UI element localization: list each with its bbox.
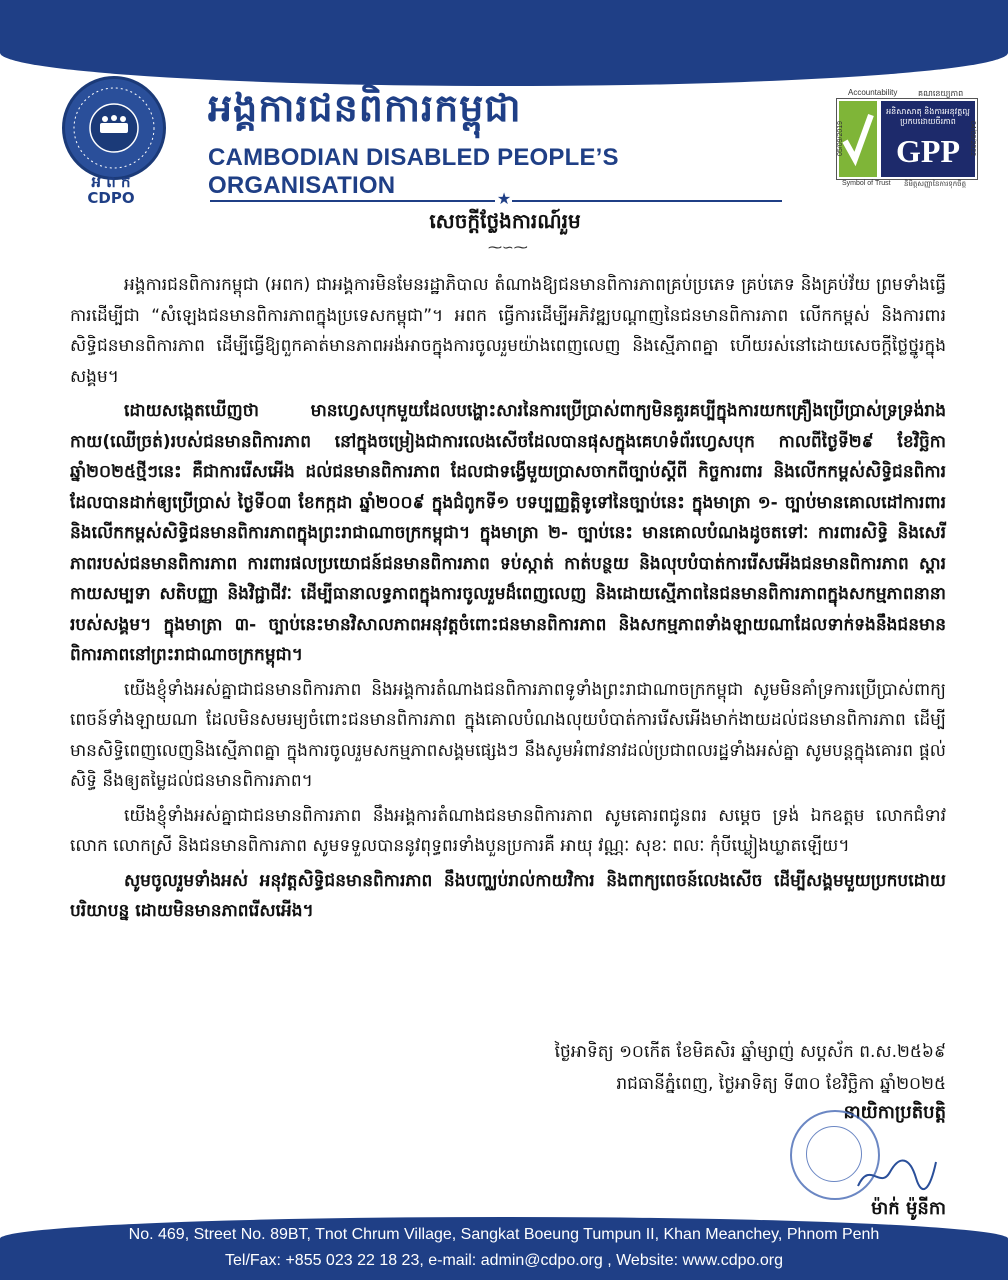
gpp-box xyxy=(836,98,978,180)
date-lunar: ថ្ងៃអាទិត្យ ១០កើត ខែមិគសិរ ឆ្នាំម្សាញ់ សប្តស័ក ព.ស.២៥៦៩ xyxy=(554,1042,946,1062)
gpp-check-panel xyxy=(839,101,877,177)
header-divider-left xyxy=(210,200,495,202)
logo-letters-en: CDPO xyxy=(87,189,135,207)
statement-body xyxy=(70,270,946,931)
gpp-accountability-kh: គណនេយ្យភាព xyxy=(918,89,964,98)
date-solar: រាជធានីភ្នំពេញ, ថ្ងៃអាទិត្យ ទី៣០ ខែវិច្ឆិកា ឆ្នាំ២០២៥ xyxy=(616,1074,946,1094)
paragraph-intro: អង្គការជនពិការកម្ពុជា (អពក) ជាអង្គការមិនមែនរដ្ឋាភិបាល តំណាងឱ្យជនមានពិការភាពគ្រប់ប្រភេទ គ្រប់ភេទ និងគ្រប់វ័យ ព្រមទាំងធ្វើការដើម្បីជា “សំឡេងជនមានពិការភាពក្នុងប្រទេសកម្ពុជា”។ អពក ធ្វើការដើម្បីអភិវឌ្ឍបណ្តាញនៃជនមានពិការភាព លើកកម្ពស់ និងការពារសិទ្ធិជនមានពិការភាព ដើម្បីធ្វើឱ្យពួកគាត់មានភាពអង់អាចក្នុងការចូលរួមយ៉ាងពេញលេញ និងស្មើភាពគ្នា ហើយរស់នៅដោយសេចក្តីថ្លៃថ្នូរក្នុងសង្គម។ xyxy=(70,275,946,387)
signer-name: ម៉ាក់ ម៉ូនីកា xyxy=(871,1198,946,1219)
paragraph-call-to-action: សូមចូលរួមទាំងអស់ អនុវត្តសិទ្ធិជនមានពិការភាព នឹងបញ្ឈប់រាល់កាយវិការ និងពាក្យពេចន៍លេងសើច ដើម្បីសង្គមមួយប្រកបដោយបរិយាបន្ន ដោយមិនមានភាពរើសអើង។ xyxy=(70,870,946,921)
footer-contact: Tel/Fax: +855 023 22 18 23, e-mail: admin@cdpo.org , Website: www.cdpo.org xyxy=(224,1252,784,1269)
org-name-en: CAMBODIAN DISABLED PEOPLE’S ORGANISATION xyxy=(208,144,619,199)
logo-emblem-icon xyxy=(65,79,163,177)
footer-address: No. 469, Street No. 89BT, Tnot Chrum Village, Sangkat Boeung Tumpun II, Khan Meanchey, Phnom Penh xyxy=(128,1226,880,1243)
handwritten-signature xyxy=(850,1150,940,1200)
logo-letters-kh: អ ព ក xyxy=(91,173,131,191)
org-name-kh: អង្គការជនពិការកម្ពុជា xyxy=(208,86,522,130)
signature-title: នាយិកាប្រតិបត្តិ xyxy=(843,1102,946,1123)
document-title: សេចក្តីថ្លែងការណ៍រួម xyxy=(429,209,581,233)
gpp-top-labels xyxy=(836,88,978,98)
cdpo-logo xyxy=(62,76,166,180)
paragraph-blessing: យើងខ្ញុំទាំងអស់គ្នាជាជនមានពិការភាព នឹងអង្គការតំណាងជនមានពិការភាព សូមគោរពជូនពរ សម្តេច ទ្រង់ ឯកឧត្តម លោកជំទាវ លោក លោកស្រី និងជនមានពិការភាព សូមទទួលបាននូវពុទ្ធពរទាំងបួនប្រការគឺ អាយុ វណ្ណៈ សុខៈ ពលៈ កុំបីឃ្លៀងឃ្លាតឡើយ។ xyxy=(70,805,946,856)
gpp-badge-panel xyxy=(881,101,975,177)
gpp-badge-kh: អនិសាសាតុ និងការអនុវត្តល្អ ប្រកបដោយចីរភាព xyxy=(886,107,970,126)
gpp-symbol-of-trust: Symbol of Trust xyxy=(842,180,891,187)
header-divider-right xyxy=(512,200,782,202)
paragraph-observation: ដោយសង្កេតឃើញថា មានហ្វេសបុកមួយដែលបង្ហោះសារនៃការប្រើប្រាស់ពាក្យមិនគួរគប្បីក្នុងការយកគ្រឿងប្រើប្រាស់ទ្រទ្រង់រាងកាយ(ឈើច្រត់)របស់ជនមានពិការភាព នៅក្នុងចម្រៀងជាការលេងសើចដែលបានផុសក្នុងគេហទំព័រហ្វេសបុក កាលពីថ្ងៃទី២៩ ខែវិច្ឆិកា ឆ្នាំ២០២៥ថ្មីៗនេះ គឺជាការរើសអើង ដល់ជនមានពិការភាព ដែលជាទង្វើមួយប្រាសចាកពីច្បាប់ស្តីពី កិច្ចការពារ និងលើកកម្ពស់សិទ្ធិជនពិការ ដែលបានដាក់ឲ្យប្រើប្រាស់ ថ្ងៃទី០៣ ខែកក្កដា ឆ្នាំ២០០៩ ក្នុងជំពូកទី១ បទប្បញ្ញត្តិទូទៅនៃច្បាប់នេះ ក្នុងមាត្រា ១- ច្បាប់មានគោលដៅការពារ និងលើកកម្ពស់សិទ្ធិជនមានពិការភាពក្នុងព្រះរាជាណាចក្រកម្ពុជា។ ក្នុងមាត្រា ២- ច្បាប់នេះ មានគោលបំណងដូចតទៅៈ ការពារសិទ្ធិ និងសេរីភាពរបស់ជនមានពិការភាព ការពារផលប្រយោជន៍ជនមានពិការភាព ទប់ស្កាត់ កាត់បន្ថយ និងលុបបំបាត់ការរើសអើងជនមានពិការភាព ស្តារកាយសម្បទា សតិបញ្ញា និងវិជ្ជាជីវៈ ដើម្បីធានាលទ្ធភាពក្នុងការចូលរួមដ៏ពេញលេញ និងដោយស្មើភាពនៃជនមានពិការភាពក្នុងសកម្មភាពនានារបស់សង្គម។ ក្នុងមាត្រា ៣- ច្បាប់នេះមានវិសាលភាពអនុវត្តចំពោះជនមានពិការភាព និងសកម្មភាពទាំងឡាយណាដែលទាក់ទងនឹងជនមានពិការភាពនៅព្រះរាជាណាចក្រកម្ពុជា។ xyxy=(70,401,946,665)
gpp-certification-badge xyxy=(836,88,978,192)
gpp-symbol-of-trust-kh: និមិត្តសញ្ញានៃការទុកចិត្ត xyxy=(904,181,967,188)
title-ornament: ⁓∽⁓ xyxy=(488,240,528,256)
gpp-accountability-label: Accountability xyxy=(848,88,898,97)
gpp-badge-label: GPP xyxy=(896,133,960,169)
date-block xyxy=(450,1036,946,1100)
gpp-bottom-labels xyxy=(836,180,978,190)
checkmark-icon xyxy=(839,101,877,177)
gpp-date-right: 04/09/2022 xyxy=(969,120,977,157)
logo-caption xyxy=(58,174,164,206)
star-icon: ★ xyxy=(496,189,512,208)
gpp-date-left: 05/09/2019 xyxy=(837,120,845,157)
header-band xyxy=(0,0,1008,86)
paragraph-position: យើងខ្ញុំទាំងអស់គ្នាជាជនមានពិការភាព និងអង្គការតំណាងជនពិការភាពទូទាំងព្រះរាជាណាចក្រកម្ពុជា សូមមិនគាំទ្រការប្រើប្រាស់ពាក្យពេចន៍ទាំងឡាយណា ដែលមិនសមរម្យចំពោះជនមានពិការភាព ក្នុងគោលបំណងលុយបំបាត់ការរើសអើងមាក់ងាយដល់ជនមានពិការភាព ដើម្បីមានសិទ្ធិពេញលេញនិងស្មើភាពគ្នា ក្នុងការចូលរួមសកម្មភាពសង្គមផ្សេងៗ នឹងសូមអំពាវនាវដល់ប្រជាពលរដ្ឋទាំងអស់គ្នា សូមបន្តក្នុងគោរព ផ្តល់សិទ្ធិ នឹងឲ្យតម្លៃដល់ជនមានពិការភាព។ xyxy=(70,679,946,791)
